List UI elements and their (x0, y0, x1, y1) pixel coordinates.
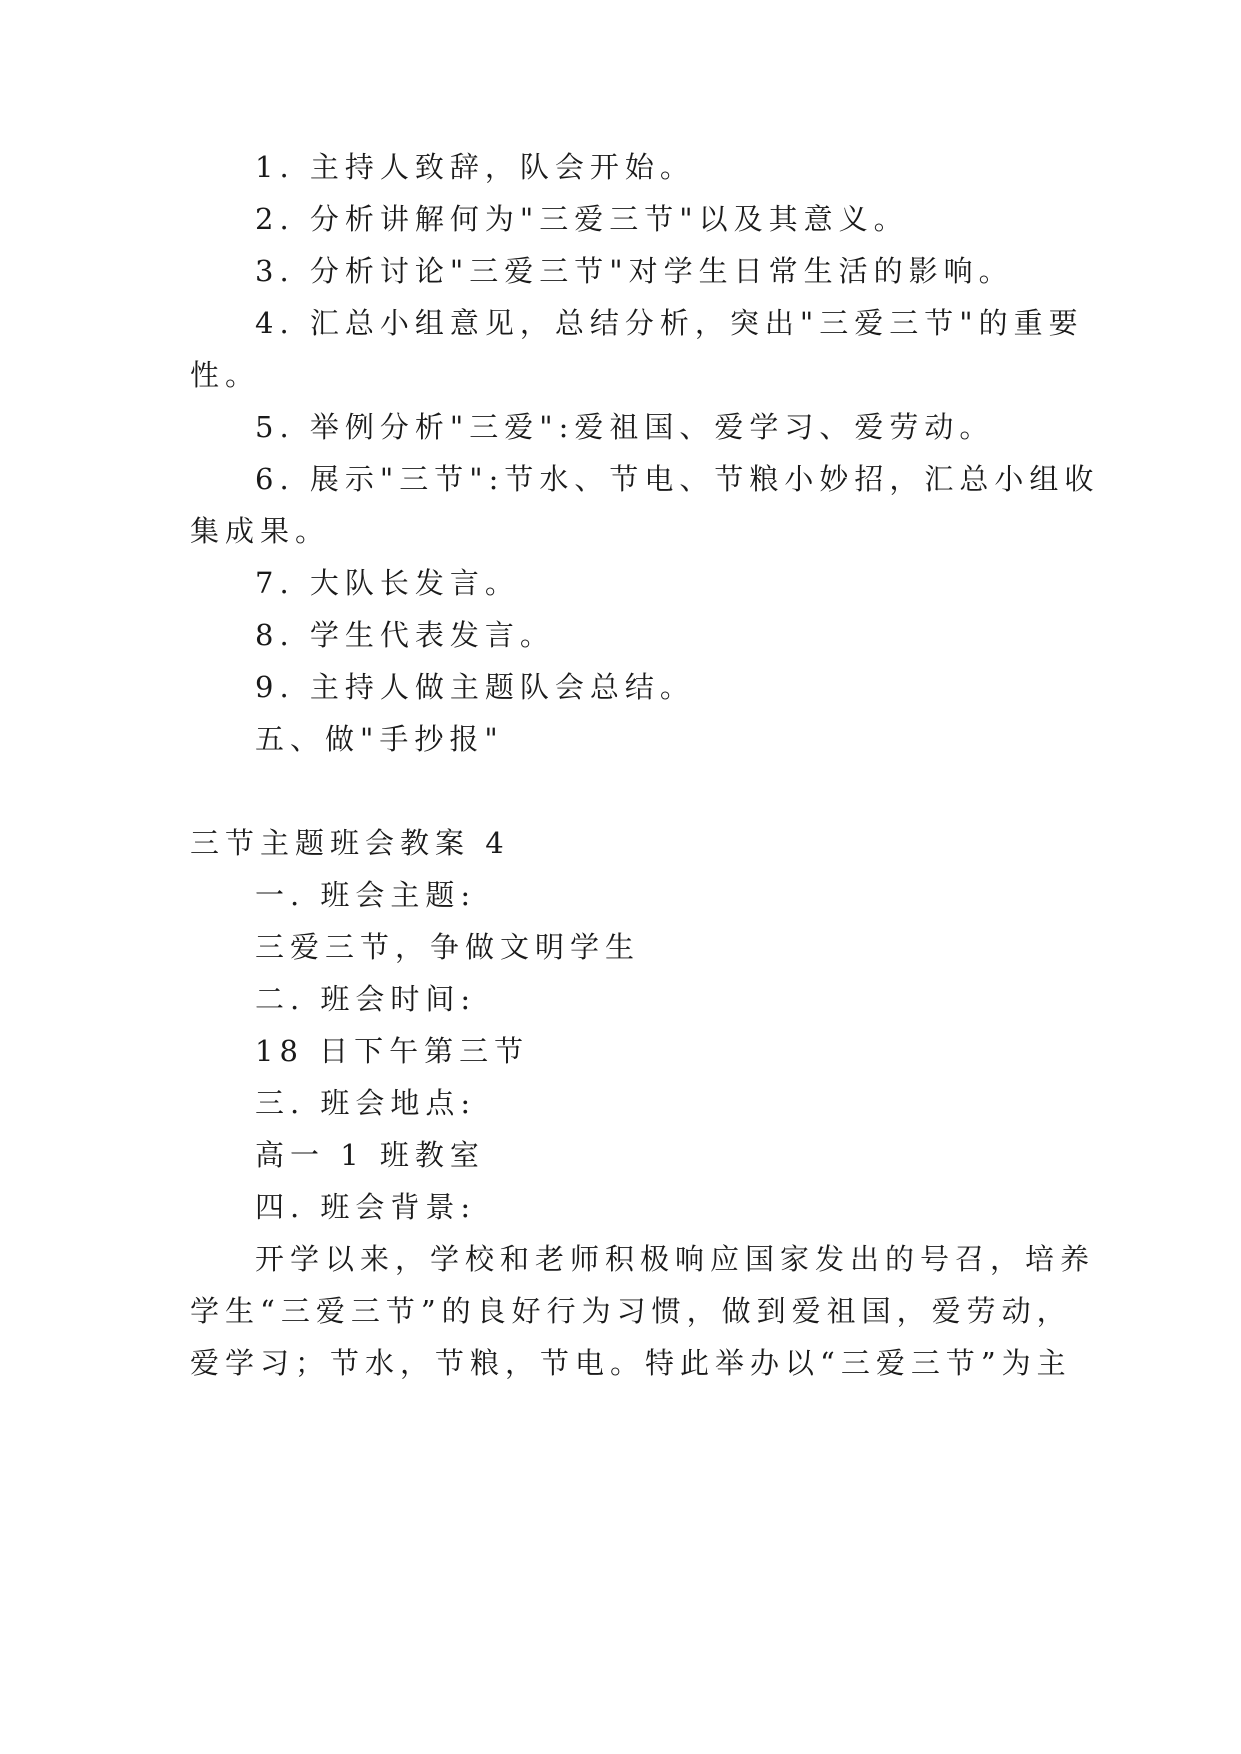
list-item-3: 3. 分析讨论"三爱三节"对学生日常生活的影响。 (255, 254, 1014, 288)
list-item-7: 7. 大队长发言。 (255, 566, 520, 600)
theme-value: 三爱三节，争做文明学生 (255, 930, 641, 964)
list-item-4-line-1: 4. 汇总小组意见，总结分析，突出"三爱三节"的重要 (255, 306, 1084, 340)
list-item-9: 9. 主持人做主题队会总结。 (255, 670, 695, 704)
list-item-5: 5. 举例分析"三爱":爱祖国、爱学习、爱劳动。 (255, 410, 995, 444)
place-heading: 三. 班会地点: (255, 1086, 477, 1120)
list-item-6-line-1: 6. 展示"三节":节水、节电、节粮小妙招，汇总小组收 (255, 462, 1100, 496)
place-value: 高一 1 班教室 (255, 1138, 485, 1172)
time-heading: 二. 班会时间: (255, 982, 477, 1016)
theme-heading: 一. 班会主题: (255, 878, 477, 912)
list-item-8: 8. 学生代表发言。 (255, 618, 555, 652)
background-line-1: 开学以来，学校和老师积极响应国家发出的号召，培养 (255, 1242, 1096, 1276)
list-item-1: 1. 主持人致辞，队会开始。 (255, 150, 695, 184)
section-5-heading: 五、做"手抄报" (255, 722, 504, 756)
background-line-3: 爱学习；节水，节粮，节电。特此举办以“三爱三节”为主 (190, 1346, 1072, 1380)
time-value: 18 日下午第三节 (255, 1034, 530, 1068)
list-item-6-line-2: 集成果。 (190, 514, 331, 548)
plan-4-title: 三节主题班会教案 4 (190, 826, 510, 860)
background-line-2: 学生“三爱三节”的良好行为习惯，做到爱祖国，爱劳动， (190, 1294, 1072, 1328)
list-item-2: 2. 分析讲解何为"三爱三节"以及其意义。 (255, 202, 909, 236)
background-heading: 四. 班会背景: (255, 1190, 477, 1224)
list-item-4-line-2: 性。 (190, 358, 261, 392)
